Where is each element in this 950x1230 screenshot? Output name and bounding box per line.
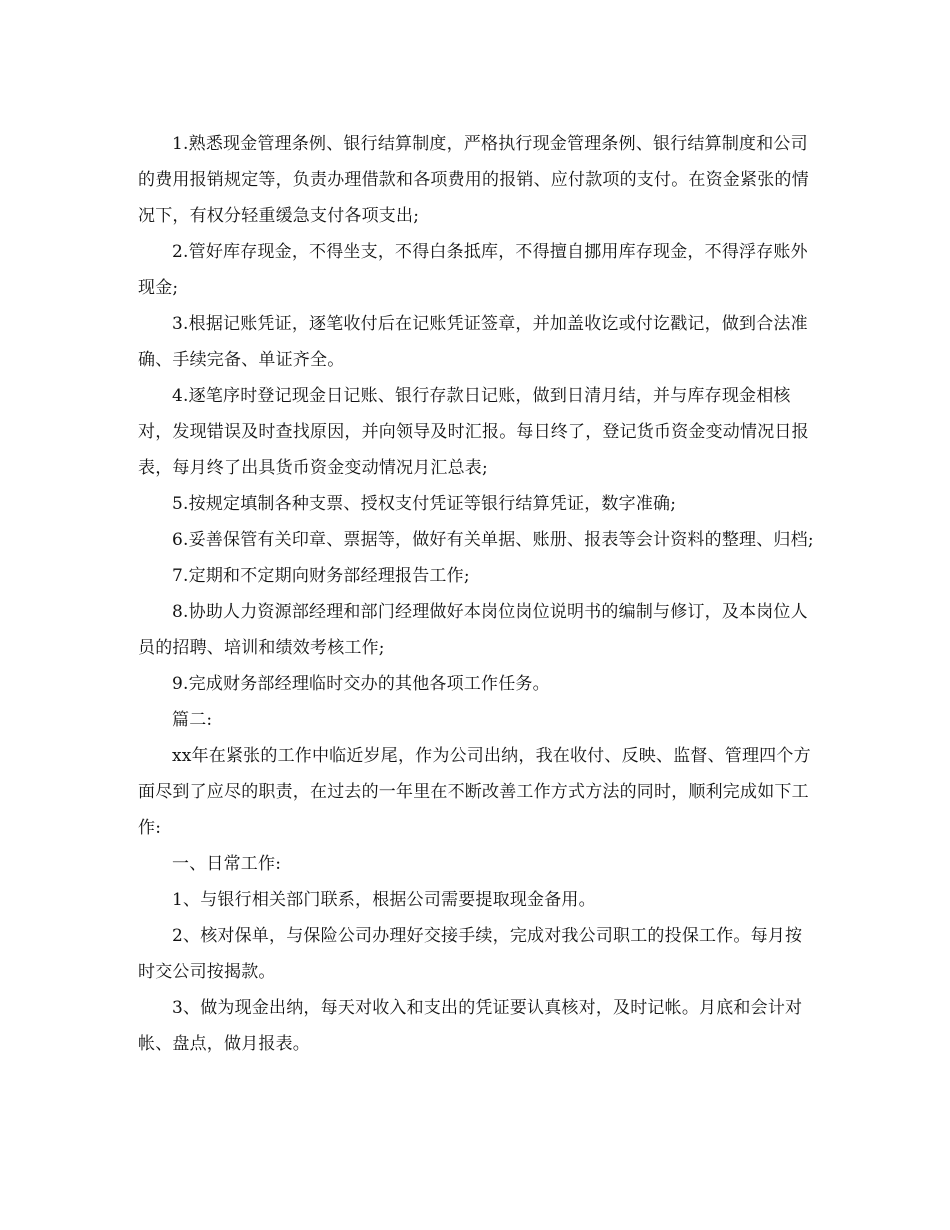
paragraph-duty-9: 9.完成财务部经理临时交办的其他各项工作任务。 (172, 674, 550, 694)
section-heading-part-two: 篇二: (172, 710, 213, 730)
paragraph-duty-4: 4.逐笔序时登记现金日记账、银行存款日记账，做到日清月结，并与库存现金相核对，发现错误及时查找原因，并向领导及时汇报。每日终了，登记货币资金变动情况日报表，每月终了出具货币资金变动情况月汇总表; (138, 386, 809, 478)
paragraph-intro: xx年在紧张的工作中临近岁尾，作为公司出纳，我在收付、反映、监督、管理四个方面尽到了应尽的职责，在过去的一年里在不断改善工作方式方法的同时，顺利完成如下工作: (138, 746, 811, 838)
document-page (138, 126, 818, 1062)
paragraph-duty-5: 5.按规定填制各种支票、授权支付凭证等银行结算凭证，数字准确; (172, 494, 677, 514)
paragraph-duty-3: 3.根据记账凭证，逐笔收付后在记账凭证签章，并加盖收讫或付讫戳记，做到合法准确、手续完备、单证齐全。 (138, 314, 808, 370)
paragraph-duty-6: 6.妥善保管有关印章、票据等，做好有关单据、账册、报表等会计资料的整理、归档; (172, 530, 814, 550)
paragraph-daily-3: 3、做为现金出纳，每天对收入和支出的凭证要认真核对，及时记帐。月底和会计对帐、盘点，做月报表。 (138, 998, 803, 1054)
paragraph-duty-8: 8.协助人力资源部经理和部门经理做好本岗位岗位说明书的编制与修订，及本岗位人员的招聘、培训和绩效考核工作; (138, 602, 808, 658)
paragraph-daily-1: 1、与银行相关部门联系，根据公司需要提取现金备用。 (172, 890, 596, 910)
paragraph-daily-2: 2、核对保单，与保险公司办理好交接手续，完成对我公司职工的投保工作。每月按时交公司按揭款。 (138, 926, 803, 982)
section-heading-daily-work: 一、日常工作: (172, 854, 282, 874)
paragraph-duty-7: 7.定期和不定期向财务部经理报告工作; (172, 566, 470, 586)
paragraph-duty-2: 2.管好库存现金，不得坐支，不得白条抵库，不得擅自挪用库存现金，不得浮存账外现金; (138, 242, 808, 298)
paragraph-duty-1: 1.熟悉现金管理条例、银行结算制度，严格执行现金管理条例、银行结算制度和公司的费用报销规定等，负责办理借款和各项费用的报销、应付款项的支付。在资金紧张的情况下，有权分轻重缓急支付各项支出; (138, 134, 809, 226)
